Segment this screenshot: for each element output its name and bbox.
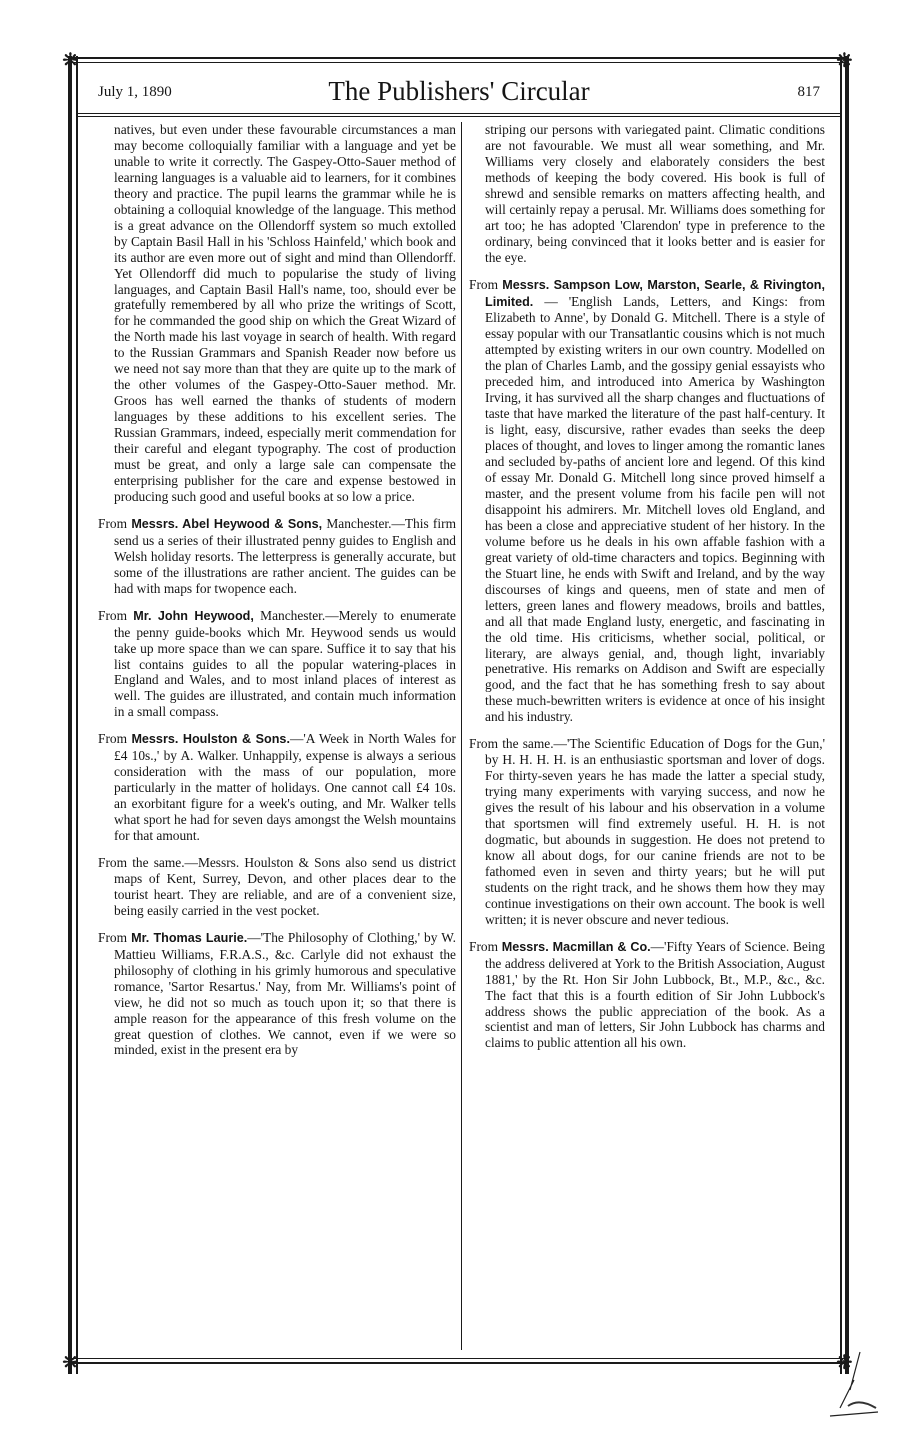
publisher-name: Mr. Thomas Laurie. (131, 930, 248, 945)
issue-date: July 1, 1890 (98, 84, 172, 100)
review-text: —'A Week in North Wales for £4 10s.,' by A. Walker. Unhappily, expense is always a serious consideration with the mass of our population, more particularly in the matter of holidays. One cannot call £4 10s. an exorbitant figure for a week's outing, and Mr. Walker tells what sport he had for seven days amongst the Welsh mountains for that amount. (114, 731, 456, 844)
publisher-name: Messrs. Sampson Low, Marston, Searle, & Rivington, Limited. (485, 277, 825, 309)
border-right-outer (845, 56, 849, 1374)
review-text: —'The Philosophy of Clothing,' by W. Mattieu Williams, F.R.A.S., &c. Carlyle did not exhaust the philosophy of clothing in his grimly humorous and speculative romance, 'Sartor Resartus.' Nay, from Mr. Williams's point of view, he did not so much as touch upon it; so that there is ample reason for the appearance of this fresh volume on the great question of clothes. We cannot, even if we were so minded, exist in the present era by (114, 929, 456, 1058)
review-text: the same.—Messrs. Houlston & Sons also send us district maps of Kent, Surrey, Devon, and other places dear to the tourist heart. They are reliable, and are of a convenient size, being easily carried in the vest pocket. (114, 854, 456, 918)
review-text: — 'English Lands, Letters, and Kings: from Elizabeth to Anne', by Donald G. Mitchell. There is a style of essay popular with our Transatlantic cousins which is not much attempted by existing writers in our own country. Modelled on the plan of Charles Lamb, and the gossipy genial essayists who preceded him, and introduced into America by Washington Irving, it has survived all the sharp changes and fluctuations of taste that have marked the literature of the past half-century. It is light, easy, discursive, rather evades than seeks the deep places of thought, and loves to linger among the romantic lanes and secluded by-paths of ancient lore and legend. Of this kind of essay Mr. Donald G. Mitchell long since proved himself a master, and the present volume from his facile pen will not disappoint his admirers. Mr. Mitchell loves old England, and has been a close and appreciative student of her history. In the volume before us he deals in his own affable fashion with a great variety of old-time characters and topics. Beginning with the Stuart line, he ends with Swift and Ireland, and by the way discourses of kings and queens, men of state and men of letters, green lanes and flowery meadows, broils and battles, and all that made England lusty, energetic, and fascinating in the old time. His criticisms, whether social, political, or literary, are always genial, and, though light, invariably penetrative. His remarks on Addison and Swift are especially good, and the fact that he has something fresh to say about these much-bewritten writers is evidence at once of his insight and his industry. (485, 293, 825, 725)
ornament-corner-top-left: ❋ (62, 48, 79, 72)
entry-lead: From (469, 938, 499, 954)
page-header (88, 76, 830, 110)
review-text: Manchester.—This firm send us a series of their illustrated penny guides to English and Welsh holiday resorts. The letterpress is generally accurate, but some of the illustrations are rather ancient. The guides can be had with maps for twopence each. (114, 515, 456, 596)
page-number: 817 (797, 84, 820, 100)
entry-lead: From (98, 854, 128, 870)
review-entry (98, 516, 456, 597)
review-entry (469, 939, 825, 1052)
review-text: the same.—'The Scientific Education of Dogs for the Gun,' by H. H. H. H. is an enthusiastic sportsman and lover of dogs. For thirty-seven years he has made the latter a special study, trying many experiments with varying success, and now he gives the result of his labour and his observation in a volume that sportsmen will find extremely useful. H. H. is not dogmatic, but abounds in suggestion. He does not pretend to know all about dogs, for our canine friends are not to be fathomed even in seven and thirty years; but he will put students on the right track, and he shows them how they may continue investigations on their own account. The book is well written; it is never obscure and never tedious. (485, 736, 825, 927)
ornament-corner-top-right: ❋ (836, 48, 853, 72)
header-rule-double (78, 116, 840, 117)
border-left-inner (76, 56, 78, 1374)
border-top (72, 57, 845, 59)
review-text: Manchester.—Merely to enumerate the penny guide-books which Mr. Heywood sends us would take up more space than we can spare. Suffice it to say that his list contains guides to all the popular watering-places in England and Wales, and to most inland places of interest as well. The guides are illustrated, and contain much information in a small compass. (114, 607, 456, 720)
border-top-inner (72, 62, 845, 63)
left-column (98, 122, 456, 1069)
journal-title: The Publishers' Circular (328, 76, 590, 106)
continued-paragraph: natives, but even under these favourable circumstances a man may become colloquially familiar with a language and yet be unable to write it correctly. The Gaspey-Otto-Sauer method of learning languages is a valuable aid to learners, for it combines theory and practice. The pupil learns the grammar while he is obtaining a colloquial knowledge of the language. This method is a great advance on the Ollendorff system so much extolled by Captain Basil Hall in his 'Schloss Hainfeld,' which book and its author are even more out of sight and mind than Ollendorff. Yet Ollendorff did much to popularise the study of living languages, and Captain Basil Hall's name, too, should ever be gratefully remembered by all who prize the writings of Scott, for he commanded the good ship on which the Great Wizard of the North made his last voyage in search of health. With regard to the Russian Grammars and Spanish Reader now before us we need not say more than that they are quite up to the mark of the other volumes of the Gaspey-Otto-Sauer method. Mr. Groos has well earned the thanks of students of modern languages by these additions to his excellent series. The Russian Grammars, indeed, especially merit commendation for their careful and elegant typography. The cost of production must be great, and only a large sale can compensate the enterprising publisher for the care and expense bestowed in producing such good and useful books at so low a price. (114, 122, 456, 504)
entry-lead: From (469, 276, 499, 292)
review-text: —'Fifty Years of Science. Being the address delivered at York to the British Association, August 1881,' by the Rt. Hon Sir John Lubbock, Bt., M.P., &c., &c. The fact that this is a fourth edition of Sir John Lubbock's address shows the public appreciation of the book. As a scientist and man of letters, Sir John Lubbock has charms and claims to public attention all his own. (485, 938, 825, 1051)
border-left-outer (68, 56, 72, 1374)
publisher-name: Messrs. Macmillan & Co. (501, 939, 651, 954)
border-right-inner (840, 56, 842, 1374)
border-bottom-inner (72, 1358, 845, 1359)
header-rule (78, 113, 840, 114)
review-entry (469, 736, 825, 927)
right-column (469, 122, 825, 1062)
publisher-name: Messrs. Abel Heywood & Sons, (131, 516, 323, 531)
review-entry (469, 277, 825, 726)
review-entry (98, 855, 456, 919)
ornament-corner-bottom-left: ❋ (62, 1350, 79, 1374)
border-bottom (72, 1362, 845, 1364)
entry-lead: From (469, 736, 499, 752)
ink-scrawl-mark (820, 1350, 880, 1420)
entry-lead: From (98, 515, 128, 531)
publisher-name: Mr. John Heywood, (133, 608, 254, 623)
column-divider (461, 122, 462, 1350)
ornament-corner-bottom-right: ❋ (836, 1350, 853, 1374)
publisher-name: Messrs. Houlston & Sons. (131, 732, 290, 747)
review-entry (98, 930, 456, 1059)
review-entry (98, 608, 456, 721)
entry-lead: From (98, 731, 128, 747)
continued-paragraph: striping our persons with variegated paint. Climatic conditions are not favourable. We must all wear something, and Mr. Williams very closely and elaborately considers the best methods of keeping the body covered. His book is full of shrewd and sensible remarks on matters affecting health, and will certainly repay a perusal. Mr. Williams does something for art too; he has adopted 'Clarendon' type in preference to the ordinary, being convinced that it looks better and is easier for the eye. (485, 122, 825, 265)
entry-lead: From (98, 607, 128, 623)
entry-lead: From (98, 929, 128, 945)
review-entry (98, 731, 456, 844)
